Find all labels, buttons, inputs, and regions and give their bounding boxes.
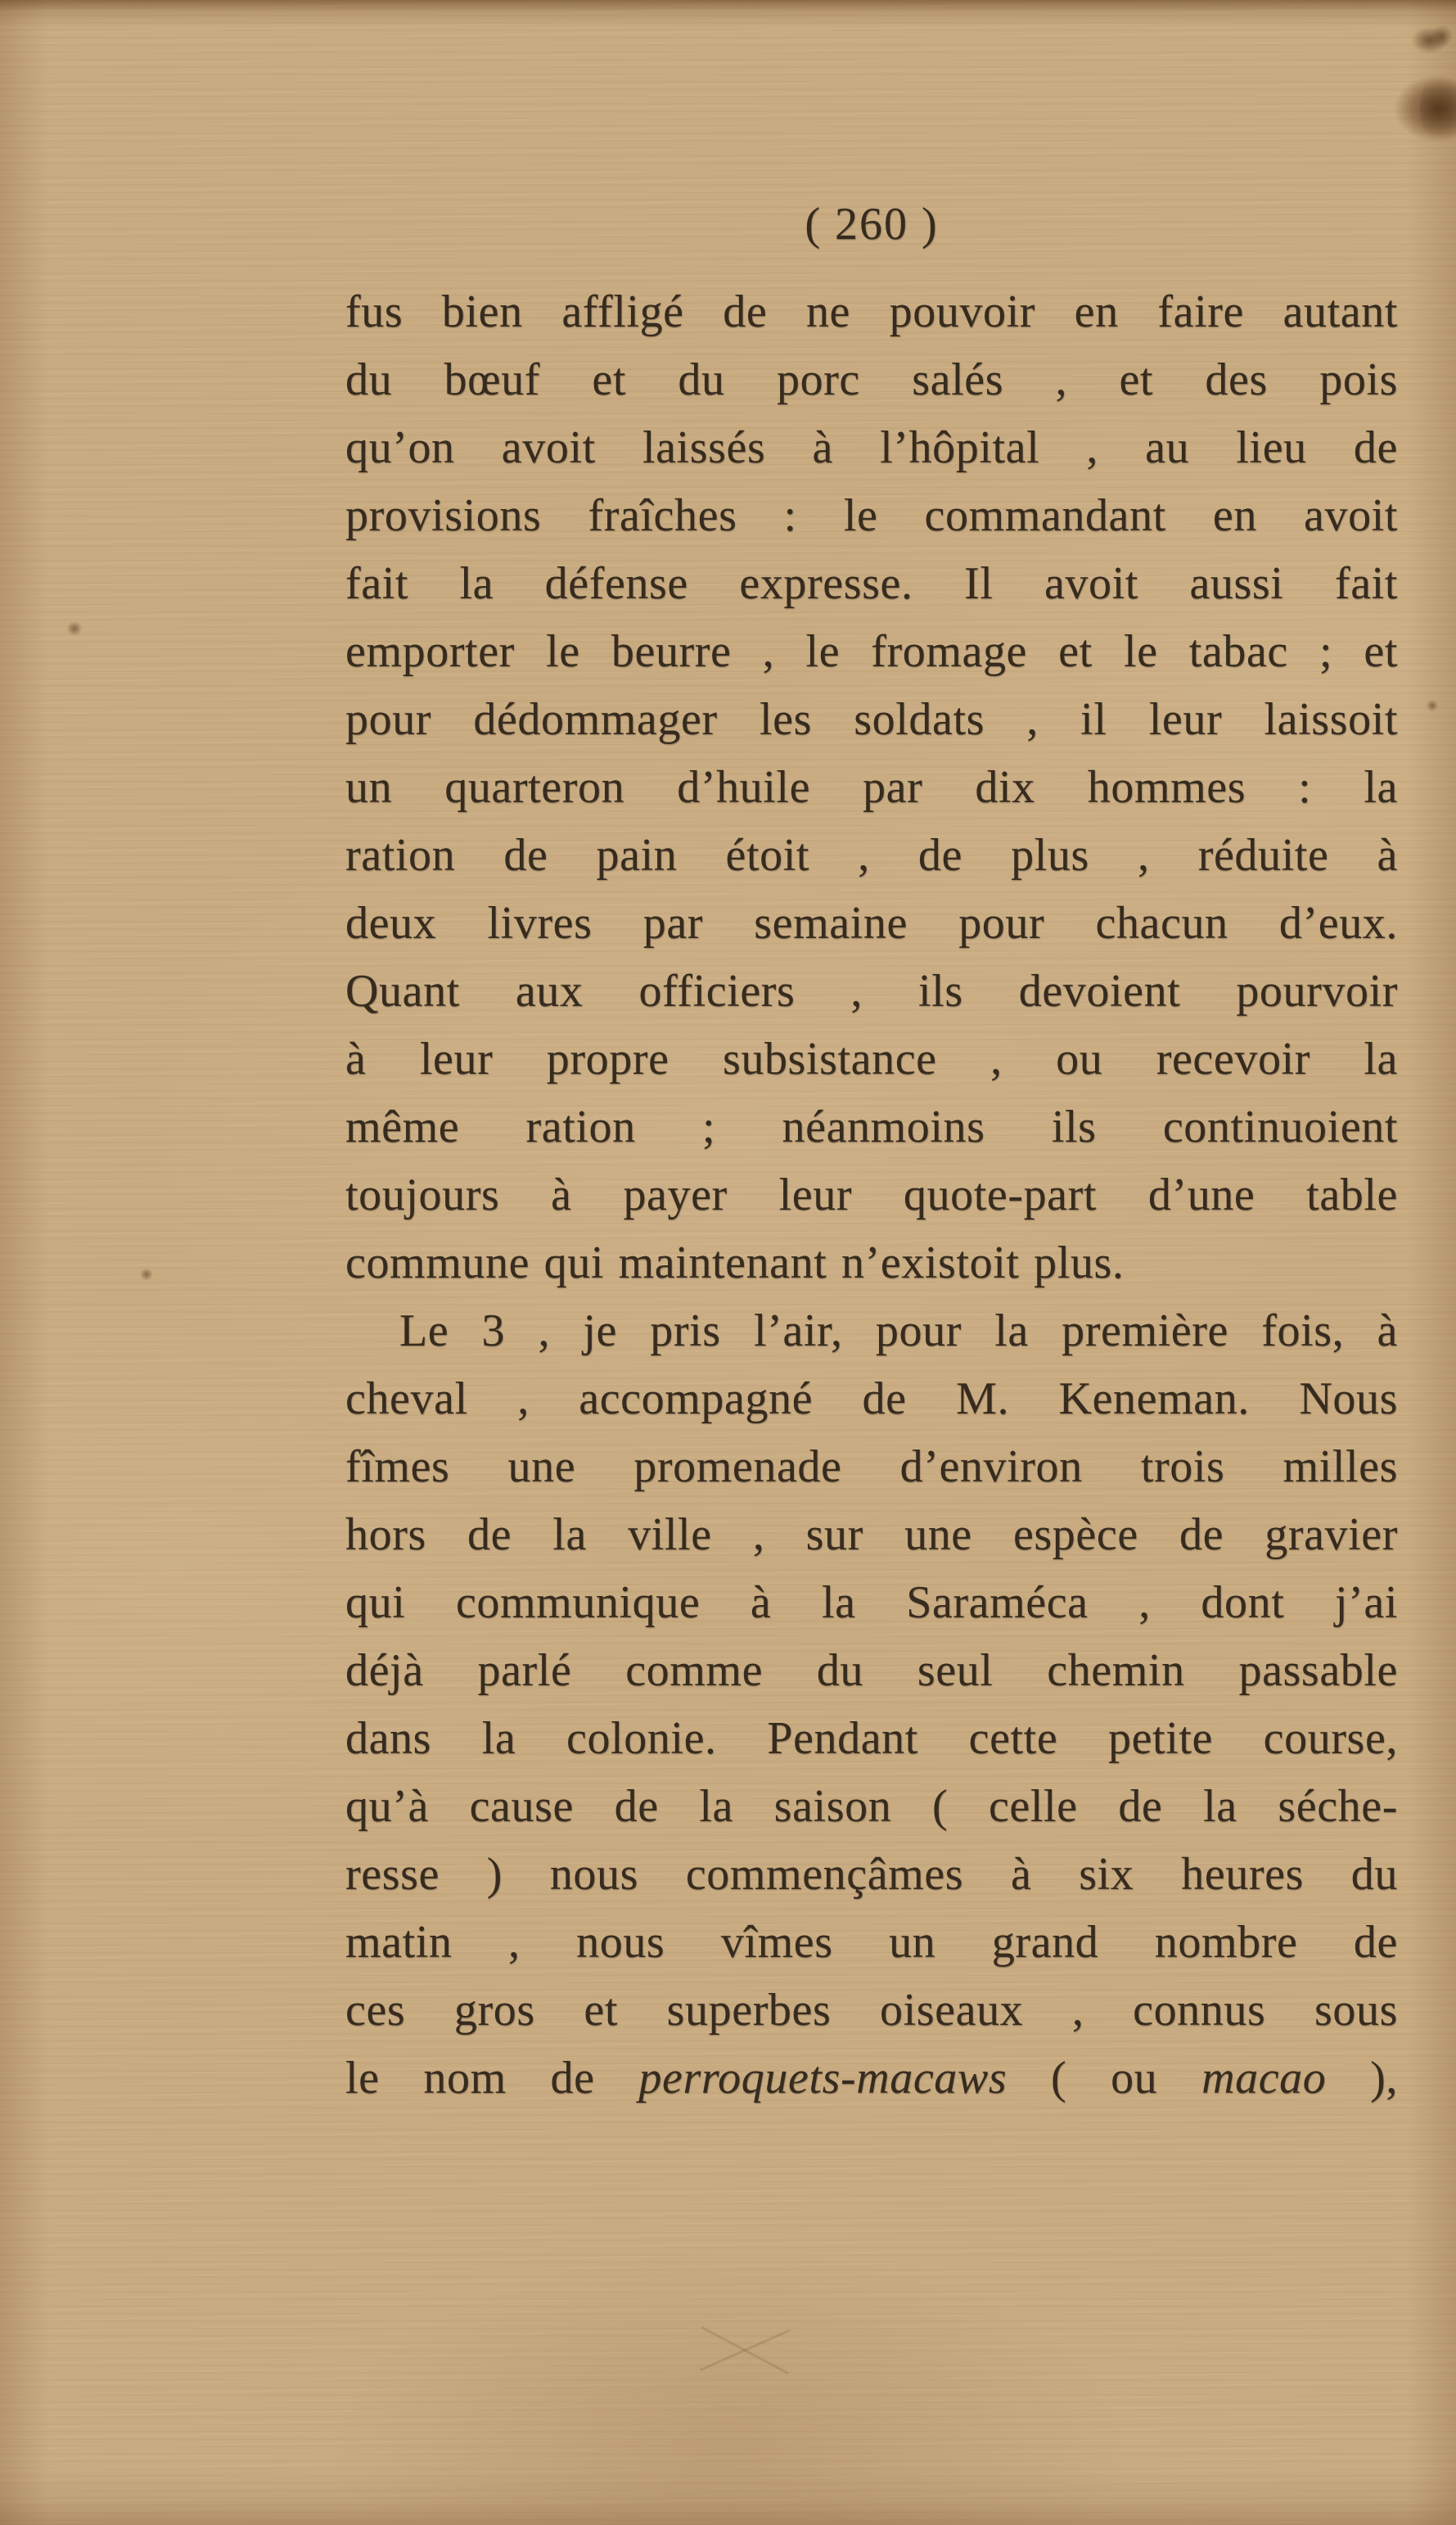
text-segment: ces gros et superbes oiseaux , connus sous <box>345 1985 1398 2036</box>
paper-speck <box>1426 700 1439 711</box>
text-line <box>345 1977 1398 2045</box>
text-line <box>345 1365 1398 1433</box>
paper-speck <box>65 622 83 635</box>
text-line <box>345 890 1398 958</box>
text-segment: fait la défense expresse. Il avoit aussi fait <box>345 558 1398 609</box>
text-segment: même ration ; néanmoins ils continuoient <box>345 1102 1398 1152</box>
text-segment: fîmes une promenade d’environ trois milles <box>345 1441 1398 1492</box>
text-line <box>345 1569 1398 1637</box>
text-line <box>345 1433 1398 1501</box>
text-line <box>345 482 1398 550</box>
text-segment: qui communique à la Saraméca , dont j’ai <box>345 1577 1398 1628</box>
text-line <box>345 1909 1398 1977</box>
body-text <box>345 278 1398 2112</box>
text-segment: dans la colonie. Pendant cette petite course, <box>345 1713 1398 1764</box>
text-segment: du bœuf et du porc salés , et des pois <box>345 354 1398 405</box>
text-line <box>345 1026 1398 1093</box>
text-line <box>345 1841 1398 1909</box>
text-segment: Quant aux officiers , ils devoient pourvoir <box>345 966 1398 1017</box>
text-line <box>345 686 1398 754</box>
text-segment: pour dédommager les soldats , il leur laissoit <box>345 694 1398 745</box>
paper-speck <box>139 1269 154 1280</box>
text-segment: à leur propre subsistance , ou recevoir la <box>345 1034 1398 1084</box>
text-line <box>345 754 1398 822</box>
text-line <box>345 1773 1398 1841</box>
text-segment: qu’à cause de la saison ( celle de la séche- <box>345 1781 1398 1832</box>
text-segment: ration de pain étoit , de plus , réduite à <box>345 830 1398 881</box>
text-line <box>345 1093 1398 1161</box>
text-segment: toujours à payer leur quote-part d’une table <box>345 1170 1398 1220</box>
text-segment: commune qui maintenant n’existoit plus. <box>345 1238 1125 1288</box>
text-segment: Le 3 , je pris l’air, pour la première fois, à <box>399 1305 1398 1356</box>
text-segment: resse ) nous commençâmes à six heures du <box>345 1849 1398 1900</box>
text-segment: déjà parlé comme du seul chemin passable <box>345 1645 1398 1696</box>
text-block <box>345 195 1398 2112</box>
italic-text-segment: perroquets-macaws <box>638 2053 1007 2103</box>
text-segment: matin , nous vîmes un grand nombre de <box>345 1917 1398 1968</box>
text-line <box>345 958 1398 1026</box>
text-line <box>345 822 1398 890</box>
text-line <box>345 1637 1398 1705</box>
text-segment: provisions fraîches : le commandant en avoit <box>345 490 1398 541</box>
text-segment: qu’on avoit laissés à l’hôpital , au lieu de <box>345 422 1398 473</box>
text-segment: ( ou <box>1007 2053 1202 2103</box>
text-segment: cheval , accompagné de M. Keneman. Nous <box>345 1373 1398 1424</box>
text-line <box>345 278 1398 346</box>
text-line <box>345 1705 1398 1773</box>
text-segment: deux livres par semaine pour chacun d’eux. <box>345 898 1398 949</box>
italic-text-segment: macao <box>1201 2053 1327 2103</box>
text-segment: ), <box>1326 2053 1399 2103</box>
text-segment: hors de la ville , sur une espèce de gravier <box>345 1509 1398 1560</box>
text-line <box>345 1229 1398 1297</box>
text-segment: un quarteron d’huile par dix hommes : la <box>345 762 1398 813</box>
text-line <box>345 550 1398 618</box>
text-segment: emporter le beurre , le fromage et le tabac ; et <box>345 626 1398 677</box>
page-number: ( 260 ) <box>805 199 939 250</box>
text-line <box>345 618 1398 686</box>
text-line <box>345 346 1398 414</box>
text-line <box>345 1297 1398 1365</box>
paper-speck <box>1431 25 1454 47</box>
text-line <box>345 414 1398 482</box>
text-line <box>345 2045 1398 2112</box>
text-line <box>345 1501 1398 1569</box>
text-segment: le nom de <box>345 2053 639 2103</box>
text-line <box>345 1161 1398 1229</box>
text-segment: fus bien affligé de ne pouvoir en faire autant <box>345 286 1398 337</box>
